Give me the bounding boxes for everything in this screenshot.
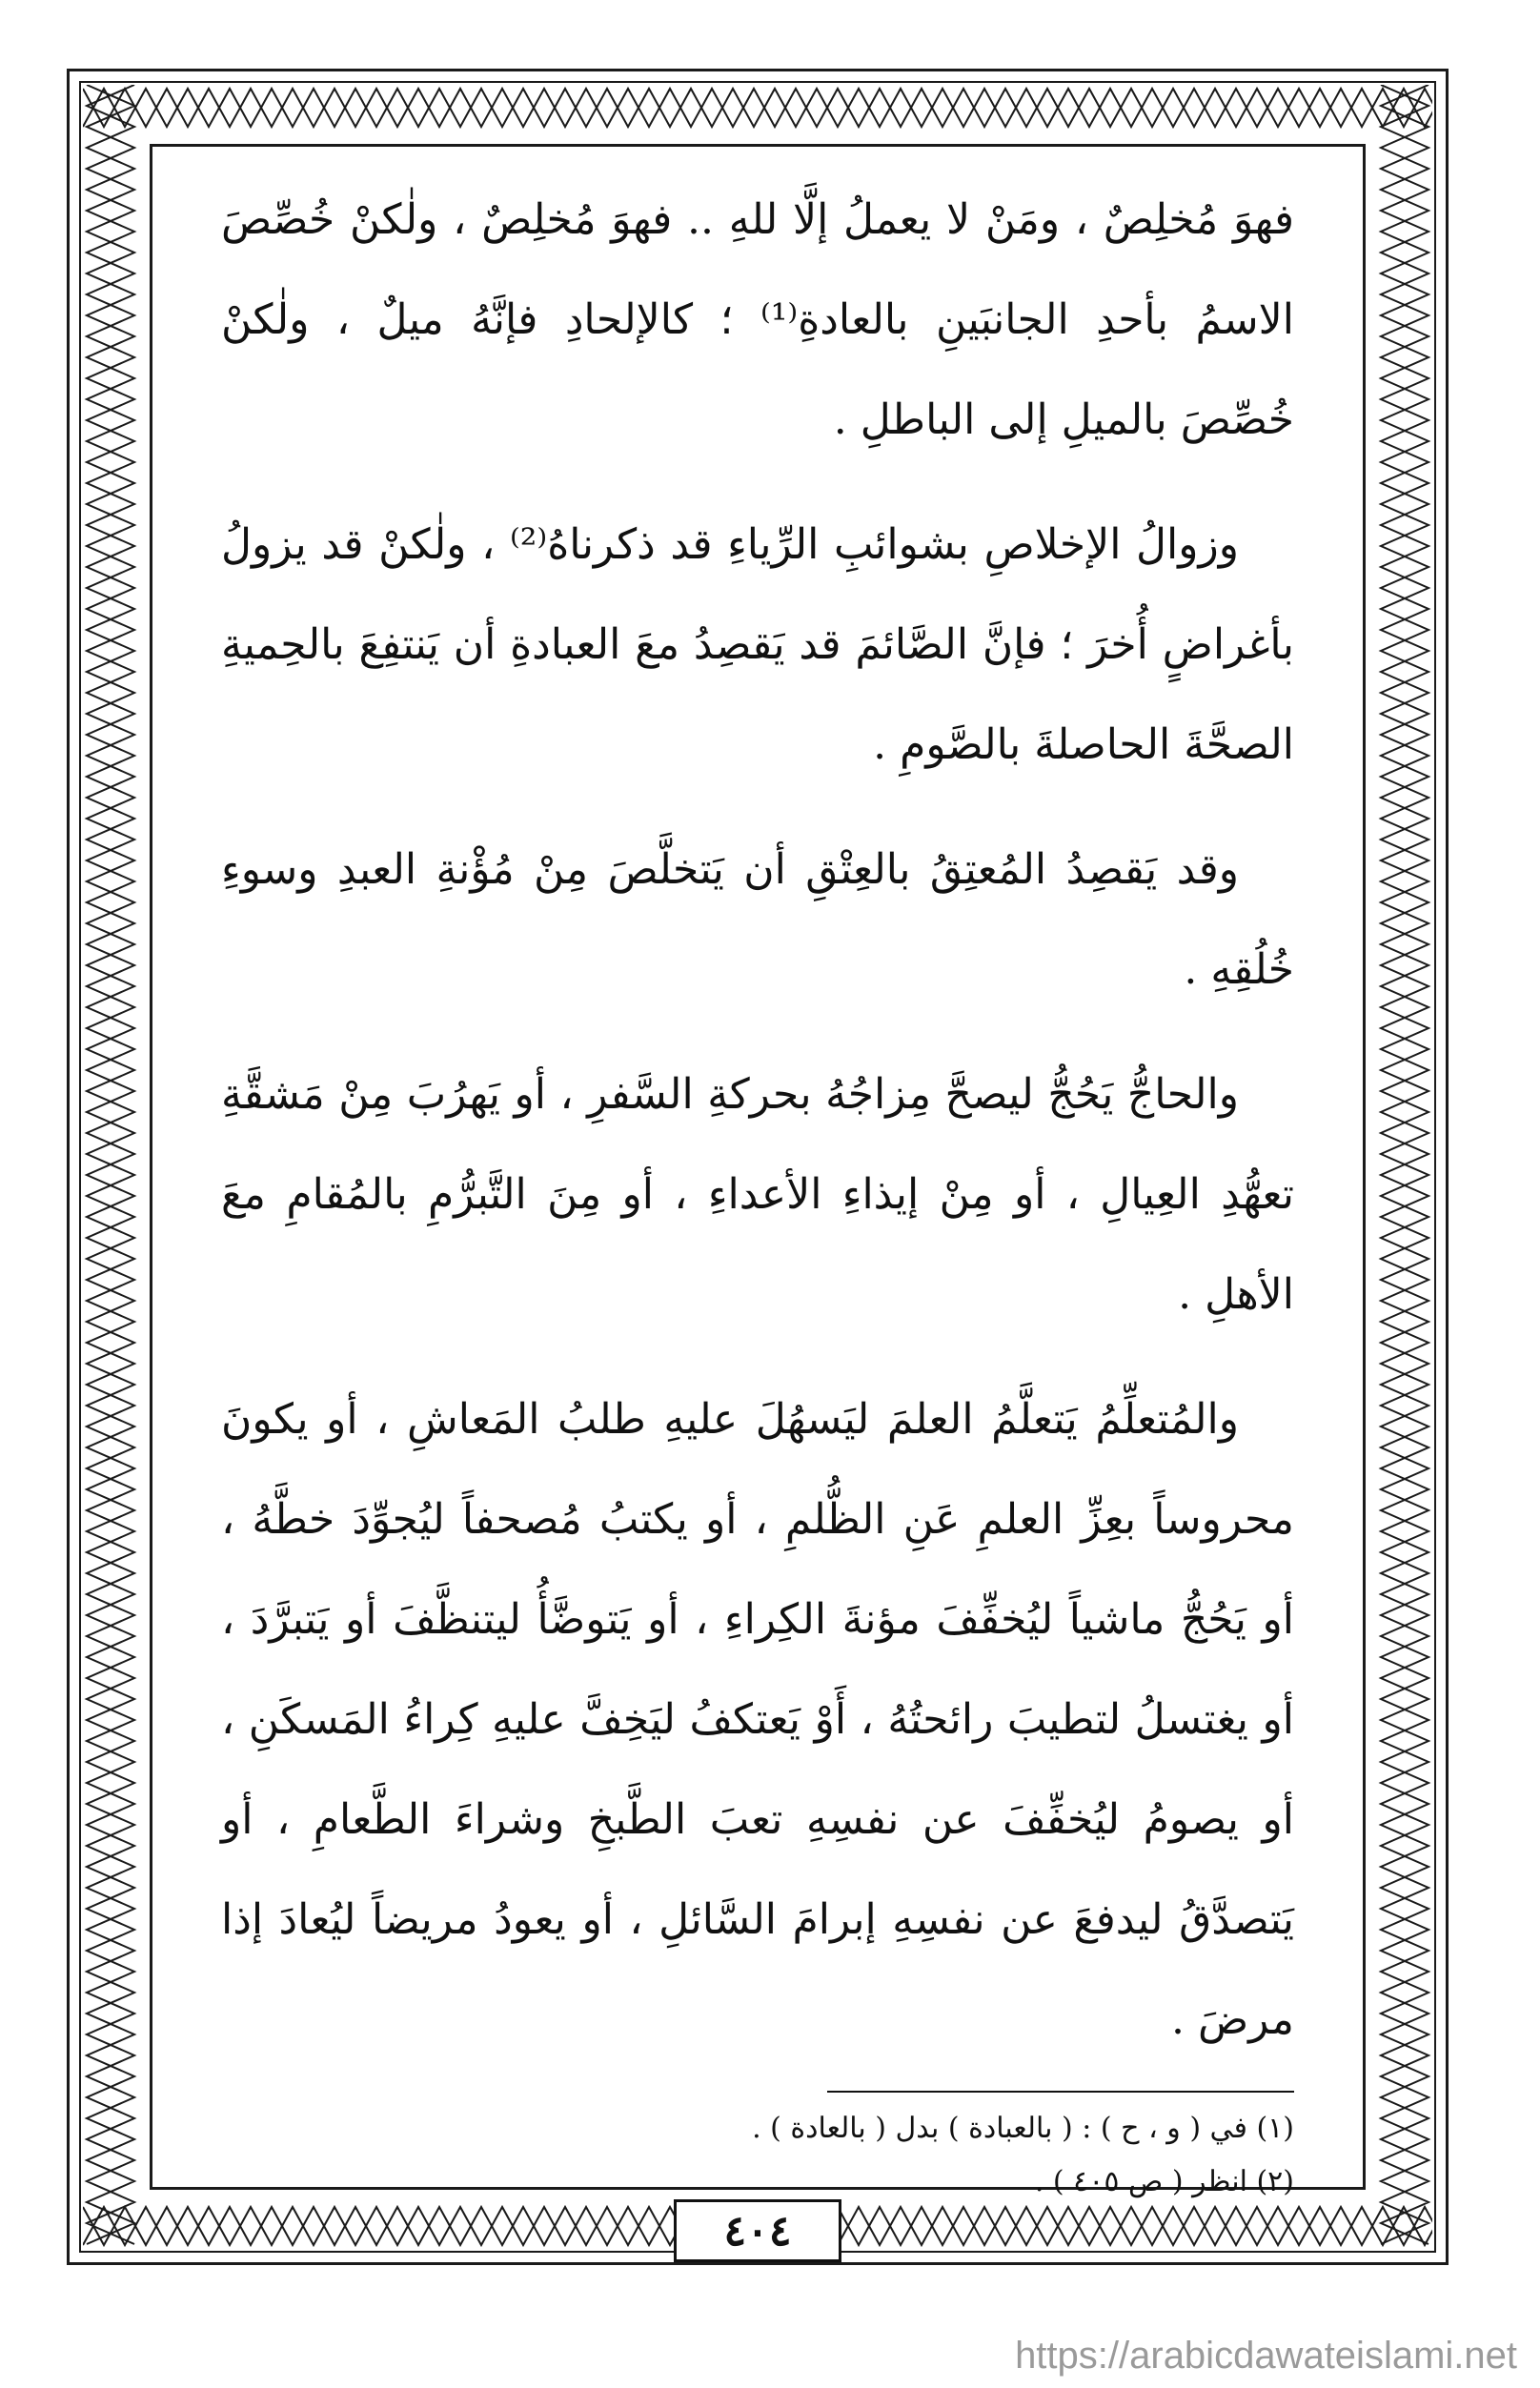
text-area xyxy=(150,144,1366,2198)
paragraph-3: وقد يَقصِدُ المُعتِقُ بالعِتْقِ أن يَتخلَّصَ مِنْ مُؤْنةِ العبدِ وسوءِ خُلُقِهِ . xyxy=(221,845,1294,994)
ornamental-border-right xyxy=(1377,85,1432,2249)
border-ornament-stroke xyxy=(87,85,134,2244)
page-number xyxy=(674,2199,841,2262)
paragraph-2: وزوالُ الإخلاصِ بشوائبِ الرِّياءِ قد ذكرناهُ⁽²⁾ ، ولٰكنْ قد يزولُ بأغراضٍ أُخرَ ؛ فإنَّ الصَّائمَ قد يَقصِدُ معَ العبادةِ أن يَنتفِعَ بالحِميةِ الصحَّةَ الحاصلةَ بالصَّومِ . xyxy=(221,520,1294,769)
footnote-1: (١) في ( و ، ح ) : ( بالعبادة ) بدل ( بالعادة ) . xyxy=(752,2112,1294,2145)
paragraph-1: فهوَ مُخلِصٌ ، ومَنْ لا يعملُ إلَّا للهِ .. فهوَ مُخلِصٌ ، ولٰكنْ خُصِّصَ الاسمُ بأحدِ الجانبَينِ بالعادةِ⁽¹⁾ ؛ كالإلحادِ فإنَّهُ ميلٌ ، ولٰكنْ خُصِّصَ بالميلِ إلى الباطلِ . xyxy=(221,195,1294,444)
paragraph-5: والمُتعلِّمُ يَتعلَّمُ العلمَ ليَسهُلَ عليهِ طلبُ المَعاشِ ، أو يكونَ محروساً بعِزِّ العلمِ عَنِ الظُّلمِ ، أو يكتبُ مُصحفاً ليُجوِّدَ خطَّهُ ، أو يَحُجُّ ماشياً ليُخفِّفَ مؤنةَ الكِراءِ ، أو يَتوضَّأُ ليتنظَّفَ أو يَتبرَّدَ ، أو يغتسلُ لتطيبَ رائحتُهُ ، أَوْ يَعتكفُ ليَخِفَّ عليهِ كِراءُ المَسكَنِ ، أو يصومُ ليُخفِّفَ عن نفسِهِ تعبَ الطَّبخِ وشراءَ الطَّعامِ ، أو يَتصدَّقُ ليدفعَ عن نفسِهِ إبرامَ السَّائلِ ، أو يعودُ مريضاً ليُعادَ إذا مرضَ . xyxy=(221,1395,1295,2044)
ornamental-border-top xyxy=(83,85,1432,131)
watermark-url: https://arabicdawateislami.net xyxy=(1015,2335,1517,2377)
border-ornament-stroke xyxy=(1381,85,1429,2244)
body-text xyxy=(221,170,1294,2095)
ornamental-border-left xyxy=(83,85,138,2249)
page-frame xyxy=(67,69,1449,2265)
footnotes xyxy=(221,2102,1294,2209)
page-number-text: ٤٠٤ xyxy=(723,2206,792,2256)
paragraph-4: والحاجُّ يَحُجُّ ليصحَّ مِزاجُهُ بحركةِ السَّفرِ ، أو يَهرُبَ مِنْ مَشقَّةِ تعهُّدِ العِيالِ ، أو مِنْ إيذاءِ الأعداءِ ، أو مِنَ التَّبرُّمِ بالمُقامِ معَ الأهلِ . xyxy=(221,1070,1294,1319)
footnote-separator xyxy=(827,2091,1294,2093)
footnote-2: (٢) انظر ( ص ٤٠٥ ) . xyxy=(1034,2165,1294,2198)
